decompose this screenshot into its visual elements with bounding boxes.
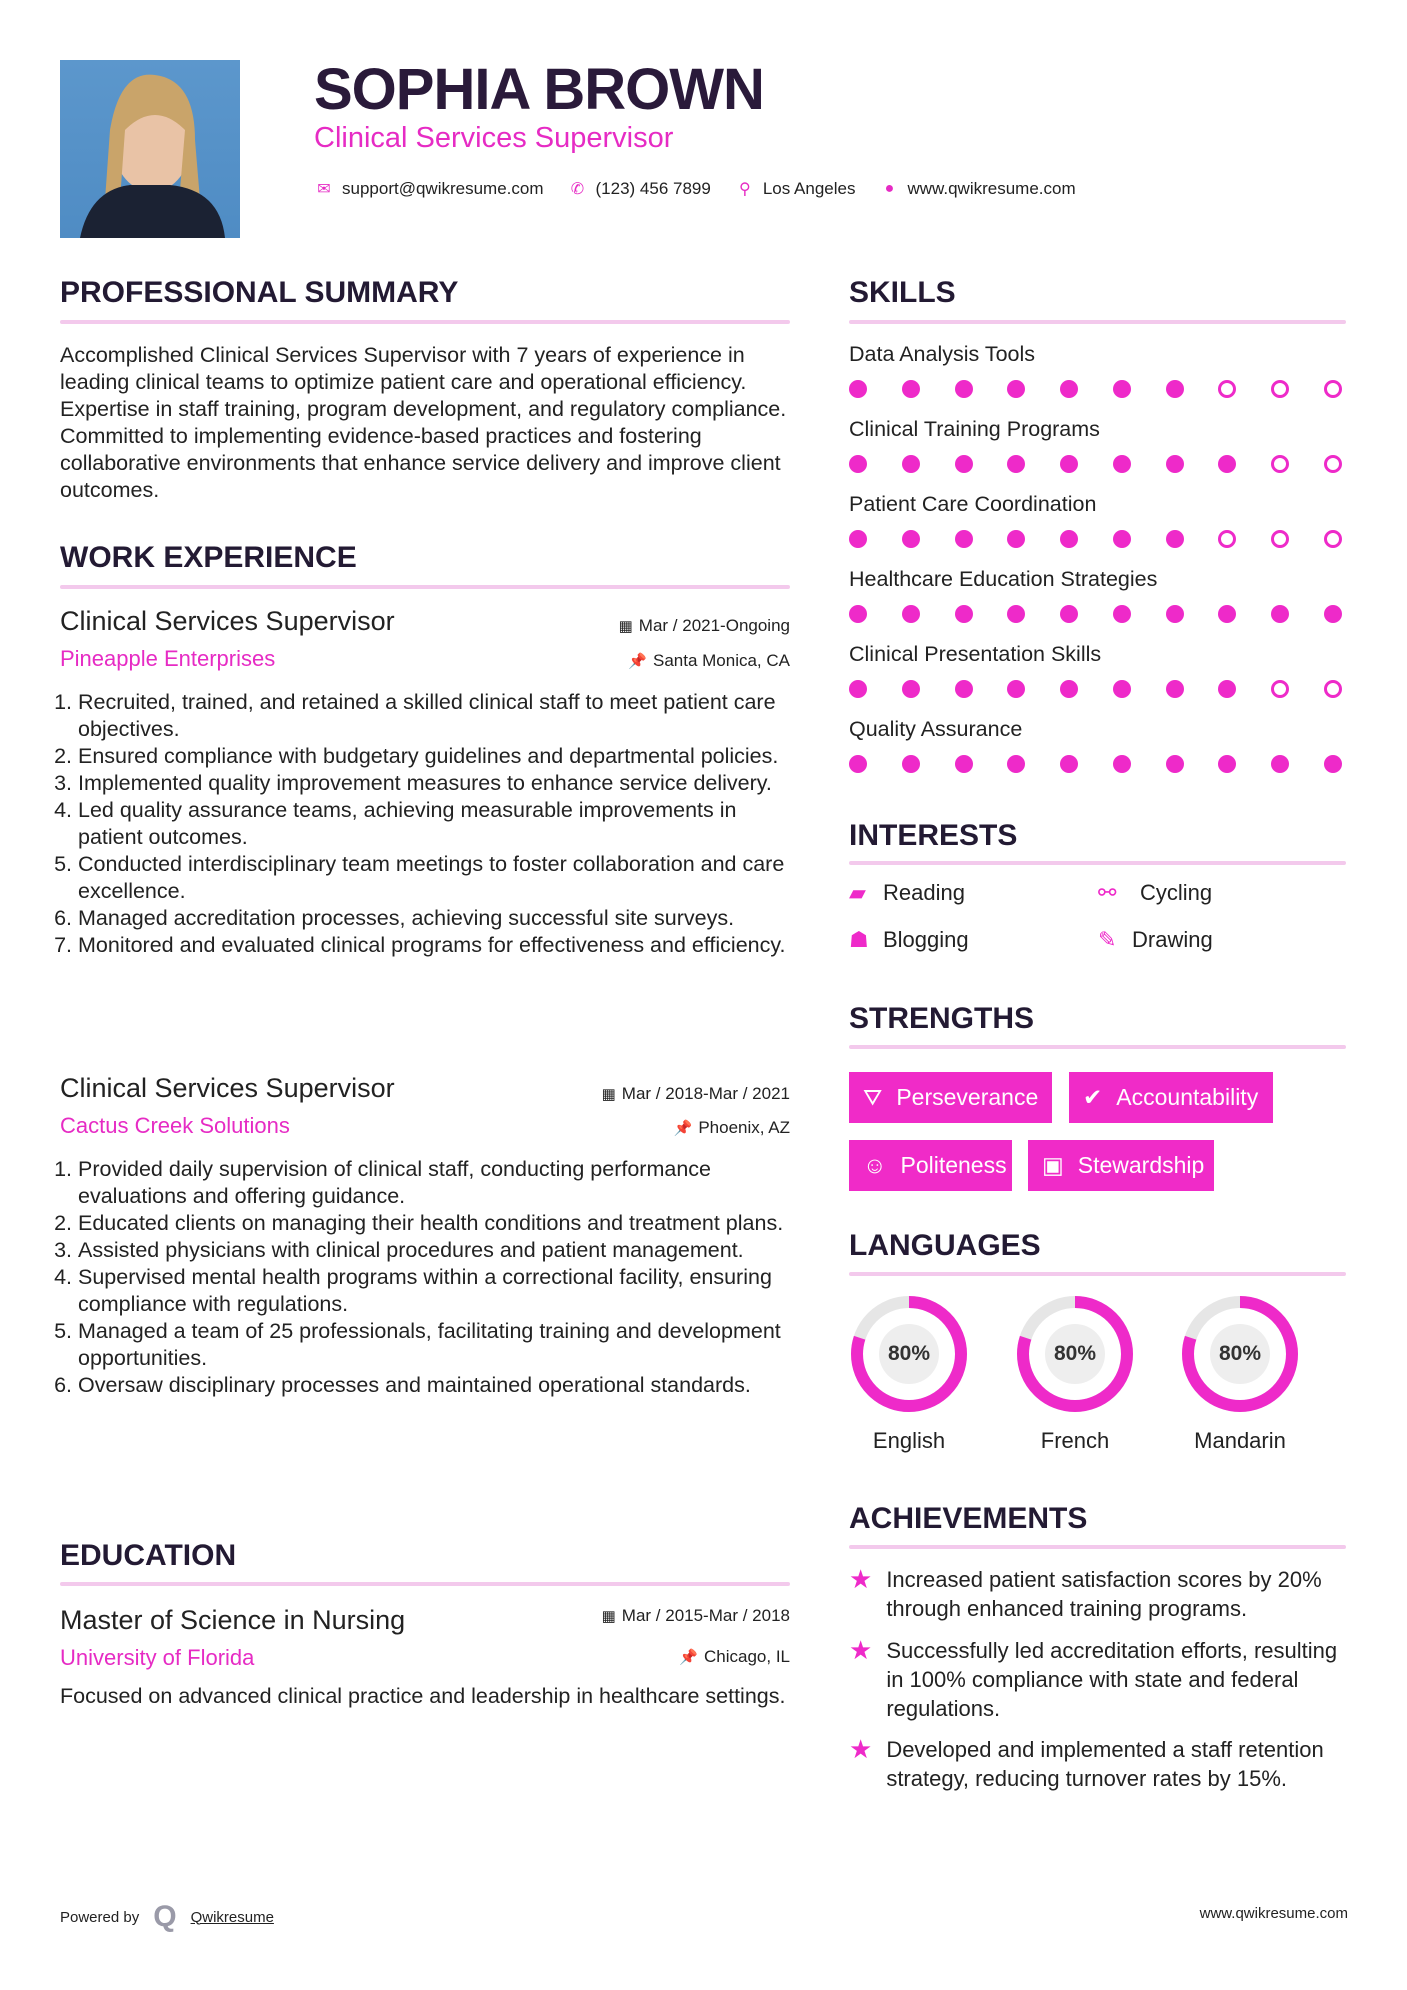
language-percent: 80% bbox=[1045, 1324, 1105, 1384]
rating-dot-filled bbox=[1007, 605, 1025, 623]
job-duties bbox=[60, 689, 790, 959]
duty-item: 1. Recruited, trained, and retained a skilled clinical staff to meet patient care objectives. bbox=[78, 689, 790, 743]
rating-dot-filled bbox=[1113, 530, 1131, 548]
duty-item: 3. Implemented quality improvement measures to enhance service delivery. bbox=[78, 770, 790, 797]
achievement-item bbox=[849, 1565, 1349, 1623]
rating-dot-filled bbox=[1218, 455, 1236, 473]
duty-item: 1. Provided daily supervision of clinical staff, conducting performance evaluations and offering guidance. bbox=[78, 1156, 790, 1210]
rating-dot-filled bbox=[1324, 605, 1342, 623]
strength-label: Politeness bbox=[900, 1152, 1007, 1178]
duty-item: 2. Educated clients on managing their health conditions and treatment plans. bbox=[78, 1210, 790, 1237]
edu-dates bbox=[602, 1606, 790, 1626]
skill-row bbox=[849, 492, 1346, 567]
rating-dot-filled bbox=[902, 680, 920, 698]
rating-dot-empty bbox=[1271, 380, 1289, 398]
work-heading: WORK EXPERIENCE bbox=[60, 541, 357, 574]
duty-item: 2. Ensured compliance with budgetary guidelines and departmental policies. bbox=[78, 743, 790, 770]
rating-dot-filled bbox=[1113, 755, 1131, 773]
phone-icon: ✆ bbox=[570, 181, 585, 198]
divider bbox=[849, 1545, 1346, 1549]
contact-bar bbox=[314, 179, 1092, 199]
edu-location bbox=[679, 1647, 790, 1667]
skill-label: Data Analysis Tools bbox=[849, 342, 1036, 366]
rating-dot-empty bbox=[1324, 530, 1342, 548]
rating-dot-filled bbox=[1166, 605, 1184, 623]
rating-dot-empty bbox=[1271, 455, 1289, 473]
rating-dot-filled bbox=[849, 680, 867, 698]
divider bbox=[849, 1045, 1346, 1049]
rating-dot-filled bbox=[1060, 380, 1078, 398]
smile-icon: ☺ bbox=[863, 1152, 887, 1178]
divider bbox=[60, 1582, 790, 1586]
education-text: Focused on advanced clinical practice and leadership in healthcare settings. bbox=[60, 1684, 786, 1708]
duty-item: 4. Supervised mental health programs within a correctional facility, ensuring compliance with regulations. bbox=[78, 1264, 790, 1318]
strength-badge bbox=[1028, 1140, 1214, 1191]
rating-dot-filled bbox=[955, 530, 973, 548]
rating-dot-filled bbox=[1166, 755, 1184, 773]
interests-heading: INTERESTS bbox=[849, 819, 1018, 852]
rating-dot-empty bbox=[1218, 530, 1236, 548]
rating-dot-filled bbox=[1060, 605, 1078, 623]
shooting-star-icon: ★ bbox=[849, 1564, 873, 1594]
skills-list bbox=[849, 342, 1346, 792]
skill-rating bbox=[849, 755, 1342, 773]
rating-dot-filled bbox=[1113, 680, 1131, 698]
interest-drawing bbox=[1098, 927, 1213, 953]
duty-item: 5. Managed a team of 25 professionals, facilitating training and development opportunities. bbox=[78, 1318, 790, 1372]
skill-rating bbox=[849, 380, 1342, 398]
skill-rating bbox=[849, 680, 1342, 698]
achievement-item bbox=[849, 1735, 1349, 1793]
skill-rating bbox=[849, 605, 1342, 623]
duty-item: 4. Led quality assurance teams, achieving measurable improvements in patient outcomes. bbox=[78, 797, 790, 851]
duty-item: 5. Conducted interdisciplinary team meetings to foster collaboration and care excellence. bbox=[78, 851, 790, 905]
summary-heading: PROFESSIONAL SUMMARY bbox=[60, 276, 459, 309]
strength-badge bbox=[1069, 1072, 1273, 1123]
duty-item: 6. Managed accreditation processes, achieving successful site surveys. bbox=[78, 905, 790, 932]
skill-row bbox=[849, 417, 1346, 492]
job-role: Clinical Services Supervisor bbox=[60, 1073, 395, 1103]
rating-dot-filled bbox=[955, 680, 973, 698]
rating-dot-filled bbox=[1113, 455, 1131, 473]
rating-dot-filled bbox=[1166, 380, 1184, 398]
rating-dot-filled bbox=[1060, 530, 1078, 548]
language-item bbox=[1013, 1292, 1137, 1453]
job-dates-text: Mar / 2021-Ongoing bbox=[638, 616, 790, 635]
rating-dot-empty bbox=[1324, 680, 1342, 698]
rating-dot-filled bbox=[902, 530, 920, 548]
language-percent: 80% bbox=[879, 1324, 939, 1384]
envelope-icon: ✉ bbox=[317, 181, 331, 198]
skills-heading: SKILLS bbox=[849, 276, 956, 309]
rating-dot-empty bbox=[1271, 680, 1289, 698]
rating-dot-filled bbox=[955, 380, 973, 398]
divider bbox=[60, 320, 790, 324]
achievement-text: Increased patient satisfaction scores by 20% through enhanced training programs. bbox=[886, 1567, 1322, 1621]
rating-dot-filled bbox=[1060, 755, 1078, 773]
strength-label: Stewardship bbox=[1077, 1152, 1205, 1178]
skill-row bbox=[849, 342, 1346, 417]
strength-label: Accountability bbox=[1116, 1084, 1259, 1110]
language-label: French bbox=[1040, 1428, 1110, 1453]
achievement-item bbox=[849, 1636, 1349, 1723]
road-icon: ⛛ bbox=[863, 1084, 883, 1110]
skill-label: Clinical Training Programs bbox=[849, 417, 1100, 441]
education-heading: EDUCATION bbox=[60, 1539, 237, 1572]
language-label: English bbox=[872, 1428, 946, 1453]
rating-dot-empty bbox=[1271, 530, 1289, 548]
job-location bbox=[674, 1118, 790, 1138]
interest-cycling bbox=[1098, 880, 1212, 906]
users-icon: ☗ bbox=[849, 927, 869, 952]
check-circle-icon: ✔ bbox=[1083, 1084, 1103, 1110]
candidate-name: SOPHIA BROWN bbox=[314, 57, 764, 122]
edu-dates-text: Mar / 2015-Mar / 2018 bbox=[621, 1606, 790, 1625]
job-location-text: Santa Monica, CA bbox=[652, 651, 790, 670]
job-dates bbox=[619, 616, 790, 636]
rating-dot-filled bbox=[1218, 680, 1236, 698]
rating-dot-filled bbox=[902, 605, 920, 623]
job-dates bbox=[602, 1084, 790, 1104]
rating-dot-filled bbox=[1271, 605, 1289, 623]
footer-powered bbox=[60, 1900, 274, 1934]
interest-reading bbox=[849, 880, 965, 906]
degree: Master of Science in Nursing bbox=[60, 1605, 406, 1635]
rating-dot-filled bbox=[1271, 755, 1289, 773]
divider bbox=[849, 861, 1346, 865]
shooting-star-icon: ★ bbox=[849, 1734, 873, 1764]
language-label: Mandarin bbox=[1194, 1428, 1286, 1453]
summary-text: Accomplished Clinical Services Supervisor with 7 years of experience in leading clinical teams to optimize patient care and operational efficiency. Expertise in staff training, program development, and regulatory compliance. Committed to implementing evidence-based practices and fostering collaborative environments that enhance service delivery and improve client outcomes. bbox=[60, 343, 787, 502]
email-link[interactable]: support@qwikresume.com bbox=[342, 179, 544, 198]
interest-label: Blogging bbox=[883, 927, 969, 952]
rating-dot-filled bbox=[1113, 605, 1131, 623]
job-company: Pineapple Enterprises bbox=[60, 646, 276, 671]
website-link[interactable]: www.qwikresume.com bbox=[907, 179, 1076, 198]
job-role: Clinical Services Supervisor bbox=[60, 606, 395, 636]
rating-dot-filled bbox=[849, 455, 867, 473]
brand-link[interactable]: Qwikresume bbox=[190, 1908, 274, 1926]
rating-dot-filled bbox=[1166, 455, 1184, 473]
pushpin-icon: 📌 bbox=[628, 653, 647, 670]
rating-dot-filled bbox=[849, 755, 867, 773]
rating-dot-filled bbox=[1166, 680, 1184, 698]
rating-dot-filled bbox=[1007, 680, 1025, 698]
skill-label: Clinical Presentation Skills bbox=[849, 642, 1102, 666]
interest-label: Cycling bbox=[1140, 880, 1213, 905]
language-item bbox=[847, 1292, 971, 1453]
language-item bbox=[1178, 1292, 1302, 1453]
rating-dot-filled bbox=[902, 380, 920, 398]
calendar-icon: ▦ bbox=[618, 618, 633, 635]
job-dates-text: Mar / 2018-Mar / 2021 bbox=[621, 1084, 790, 1103]
job-location-text: Phoenix, AZ bbox=[698, 1118, 790, 1137]
strength-badge bbox=[849, 1072, 1052, 1123]
job-duties bbox=[60, 1156, 790, 1399]
skill-label: Healthcare Education Strategies bbox=[849, 567, 1158, 591]
duty-item: 6. Oversaw disciplinary processes and maintained operational standards. bbox=[78, 1372, 790, 1399]
interest-label: Drawing bbox=[1132, 927, 1213, 952]
rating-dot-filled bbox=[955, 605, 973, 623]
qwikresume-logo-icon: Q bbox=[153, 1900, 177, 1933]
edu-location-text: Chicago, IL bbox=[704, 1647, 790, 1666]
duty-item: 3. Assisted physicians with clinical procedures and patient management. bbox=[78, 1237, 790, 1264]
school: University of Florida bbox=[60, 1645, 255, 1670]
strength-label: Perseverance bbox=[896, 1084, 1039, 1110]
rating-dot-filled bbox=[1007, 380, 1025, 398]
rating-dot-filled bbox=[1060, 455, 1078, 473]
duty-item: 7. Monitored and evaluated clinical programs for effectiveness and efficiency. bbox=[78, 932, 790, 959]
achievements-heading: ACHIEVEMENTS bbox=[849, 1502, 1088, 1535]
strengths-heading: STRENGTHS bbox=[849, 1002, 1035, 1035]
book-icon: ▰ bbox=[849, 880, 866, 905]
globe-icon: ● bbox=[884, 180, 895, 197]
rating-dot-filled bbox=[1007, 755, 1025, 773]
skill-row bbox=[849, 567, 1346, 642]
pencil-icon: ✎ bbox=[1098, 927, 1117, 952]
rating-dot-filled bbox=[849, 605, 867, 623]
powered-by-text: Powered by bbox=[60, 1908, 140, 1926]
briefcase-icon: ▣ bbox=[1042, 1152, 1064, 1178]
rating-dot-filled bbox=[1113, 380, 1131, 398]
phone-text: (123) 456 7899 bbox=[595, 179, 711, 198]
rating-dot-empty bbox=[1324, 380, 1342, 398]
divider bbox=[849, 320, 1346, 324]
skill-row bbox=[849, 717, 1346, 792]
interest-label: Reading bbox=[883, 880, 965, 905]
language-percent: 80% bbox=[1210, 1324, 1270, 1384]
footer-website-link[interactable]: www.qwikresume.com bbox=[1199, 1905, 1348, 1922]
skill-rating bbox=[849, 455, 1342, 473]
skill-label: Patient Care Coordination bbox=[849, 492, 1097, 516]
shooting-star-icon: ★ bbox=[849, 1635, 873, 1665]
calendar-icon: ▦ bbox=[601, 1086, 616, 1103]
divider bbox=[60, 585, 790, 589]
job-location bbox=[628, 651, 790, 671]
rating-dot-filled bbox=[1218, 605, 1236, 623]
rating-dot-filled bbox=[1007, 455, 1025, 473]
skill-label: Quality Assurance bbox=[849, 717, 1023, 741]
rating-dot-filled bbox=[849, 380, 867, 398]
location-text: Los Angeles bbox=[762, 179, 856, 198]
pushpin-icon: 📌 bbox=[673, 1120, 693, 1137]
rating-dot-filled bbox=[1218, 755, 1236, 773]
rating-dot-empty bbox=[1324, 455, 1342, 473]
divider bbox=[849, 1272, 1346, 1276]
rating-dot-filled bbox=[1166, 530, 1184, 548]
skill-rating bbox=[849, 530, 1342, 548]
rating-dot-filled bbox=[1324, 755, 1342, 773]
strength-badge bbox=[849, 1140, 1012, 1191]
achievement-text: Developed and implemented a staff retention strategy, reducing turnover rates by 15%. bbox=[886, 1737, 1324, 1791]
bicycle-icon: ⚯ bbox=[1098, 880, 1117, 905]
rating-dot-empty bbox=[1218, 380, 1236, 398]
rating-dot-filled bbox=[1007, 530, 1025, 548]
rating-dot-filled bbox=[849, 530, 867, 548]
map-pin-icon: ⚲ bbox=[738, 181, 751, 198]
achievement-text: Successfully led accreditation efforts, resulting in 100% compliance with state and federal regulations. bbox=[886, 1638, 1338, 1721]
rating-dot-filled bbox=[902, 455, 920, 473]
rating-dot-filled bbox=[902, 755, 920, 773]
calendar-icon: ▦ bbox=[601, 1608, 616, 1625]
rating-dot-filled bbox=[955, 755, 973, 773]
pushpin-icon: 📌 bbox=[679, 1649, 698, 1666]
languages-heading: LANGUAGES bbox=[849, 1229, 1041, 1262]
interest-blogging bbox=[849, 927, 969, 953]
rating-dot-filled bbox=[1060, 680, 1078, 698]
job-company: Cactus Creek Solutions bbox=[60, 1113, 290, 1138]
candidate-title: Clinical Services Supervisor bbox=[314, 122, 674, 154]
profile-photo bbox=[60, 60, 240, 238]
skill-row bbox=[849, 642, 1346, 717]
rating-dot-filled bbox=[955, 455, 973, 473]
